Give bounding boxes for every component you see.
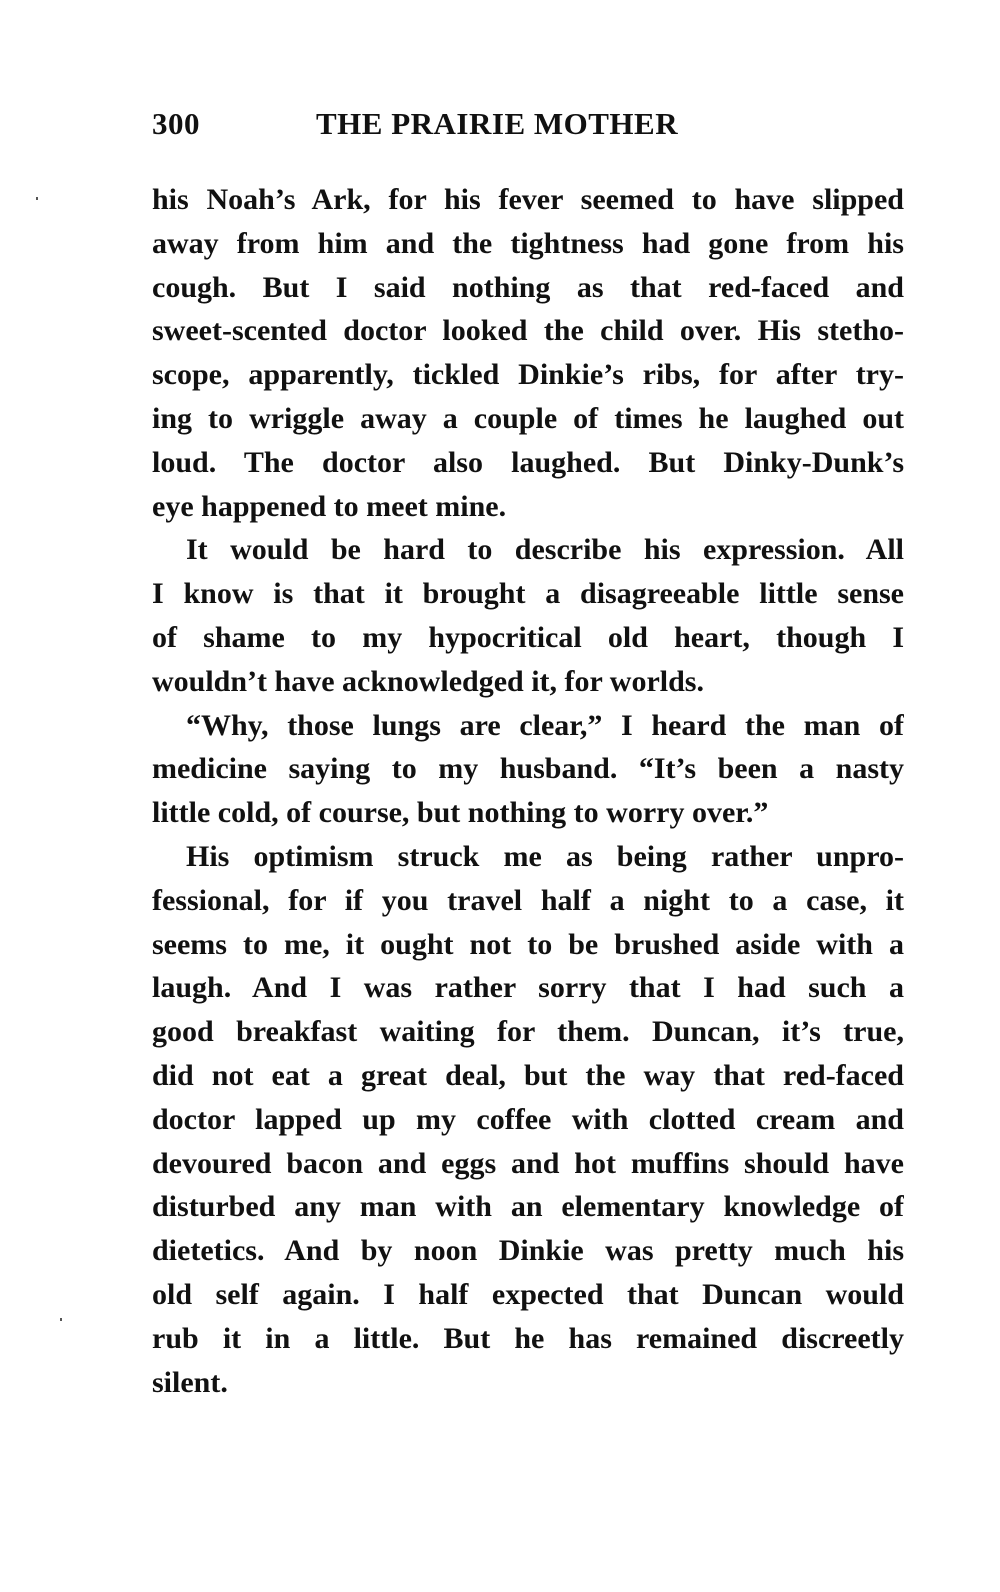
- text-line: cough. But I said nothing as that red-faced and: [152, 270, 904, 304]
- text-line: medicine saying to my husband. “It’s been a nasty: [152, 752, 904, 786]
- text-line: did not eat a great deal, but the way that red-faced: [152, 1058, 904, 1092]
- text-line: It would be hard to describe his expression. All: [186, 533, 904, 567]
- text-line: eye happened to meet mine.: [152, 489, 507, 523]
- text-line: devoured bacon and eggs and hot muffins should have: [152, 1146, 904, 1180]
- text-line: “Why, those lungs are clear,” I heard the man of: [186, 708, 904, 742]
- running-head: [152, 106, 752, 150]
- text-line: doctor lapped up my coffee with clotted cream and: [152, 1102, 904, 1136]
- text-line: wouldn’t have acknowledged it, for worlds.: [152, 664, 704, 698]
- text-line: fessional, for if you travel half a night to a case, it: [152, 883, 904, 917]
- text-line: silent.: [152, 1365, 228, 1399]
- text-line: sweet-scented doctor looked the child over. His stetho-: [152, 314, 904, 348]
- text-line: scope, apparently, tickled Dinkie’s ribs, for after try-: [152, 358, 904, 392]
- text-line: disturbed any man with an elementary knowledge of: [152, 1190, 904, 1224]
- text-line: seems to me, it ought not to be brushed aside with a: [152, 927, 904, 961]
- text-line: rub it in a little. But he has remained discreetly: [152, 1321, 904, 1355]
- text-line: good breakfast waiting for them. Duncan, it’s true,: [152, 1015, 904, 1049]
- text-line: old self again. I half expected that Duncan would: [152, 1277, 904, 1311]
- text-line: loud. The doctor also laughed. But Dinky-Dunk’s: [152, 445, 904, 479]
- text-line: I know is that it brought a disagreeable little sense: [152, 577, 904, 611]
- text-line: laugh. And I was rather sorry that I had such a: [152, 971, 904, 1005]
- text-line: little cold, of course, but nothing to worry over.”: [152, 796, 769, 830]
- page-number: 300: [152, 106, 200, 141]
- text-line: his Noah’s Ark, for his fever seemed to have slipped: [152, 183, 904, 216]
- running-title: THE PRAIRIE MOTHER: [316, 106, 679, 141]
- text-line: dietetics. And by noon Dinkie was pretty much his: [152, 1234, 904, 1268]
- scan-speck: [36, 197, 38, 200]
- body-text: [152, 178, 904, 1404]
- text-line: of shame to my hypocritical old heart, though I: [152, 620, 904, 654]
- text-line: ing to wriggle away a couple of times he laughed out: [152, 401, 904, 435]
- text-line: His optimism struck me as being rather unpro-: [186, 839, 904, 873]
- text-line: away from him and the tightness had gone from his: [152, 226, 904, 260]
- scan-speck: [60, 1318, 62, 1321]
